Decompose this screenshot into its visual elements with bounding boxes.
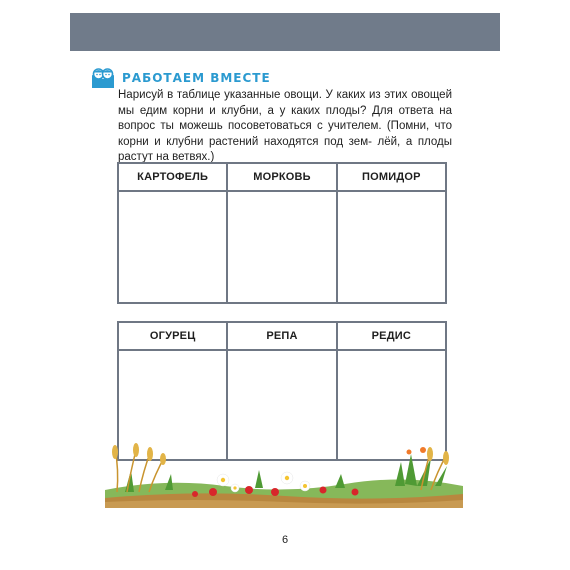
- table-header-row: [119, 323, 445, 351]
- instructions-line: лёй, а плоды растут на ветвях.): [118, 135, 452, 163]
- section-header: [90, 67, 271, 89]
- table-header-row: [119, 164, 445, 192]
- meadow-illustration: [105, 440, 463, 508]
- vegetables-table-1: [117, 162, 447, 304]
- table-drawing-row: [119, 192, 445, 302]
- instructions-line: Нарисуй в таблице указанные овощи. У каких из этих: [118, 89, 408, 101]
- drawing-cell-carrot[interactable]: [226, 192, 335, 302]
- column-header-potato: КАРТОФЕЛЬ: [137, 171, 209, 183]
- instructions-line: овощей мы едим корни и клубни, а у каких плоды? Для: [118, 89, 452, 117]
- column-header-cucumber: ОГУРЕЦ: [149, 330, 196, 342]
- section-title: РАБОТАЕМ ВМЕСТЕ: [122, 71, 271, 85]
- two-children-icon: [90, 67, 116, 89]
- instructions-text: [118, 88, 452, 166]
- drawing-cell-tomato[interactable]: [336, 192, 445, 302]
- instructions-line: (Помни, что корни и клубни растений находятся под зем-: [118, 120, 453, 148]
- instructions-line: ответа на вопрос ты можешь посоветоваться с учителем.: [118, 104, 453, 132]
- page-number: 6: [281, 534, 289, 546]
- header-band: [70, 13, 500, 51]
- column-header-radish: РЕДИС: [336, 323, 445, 349]
- column-header-turnip: РЕПА: [226, 323, 335, 349]
- drawing-cell-potato[interactable]: [119, 192, 226, 302]
- column-header-tomato: ПОМИДОР: [336, 164, 445, 190]
- column-header-carrot: МОРКОВЬ: [226, 164, 335, 190]
